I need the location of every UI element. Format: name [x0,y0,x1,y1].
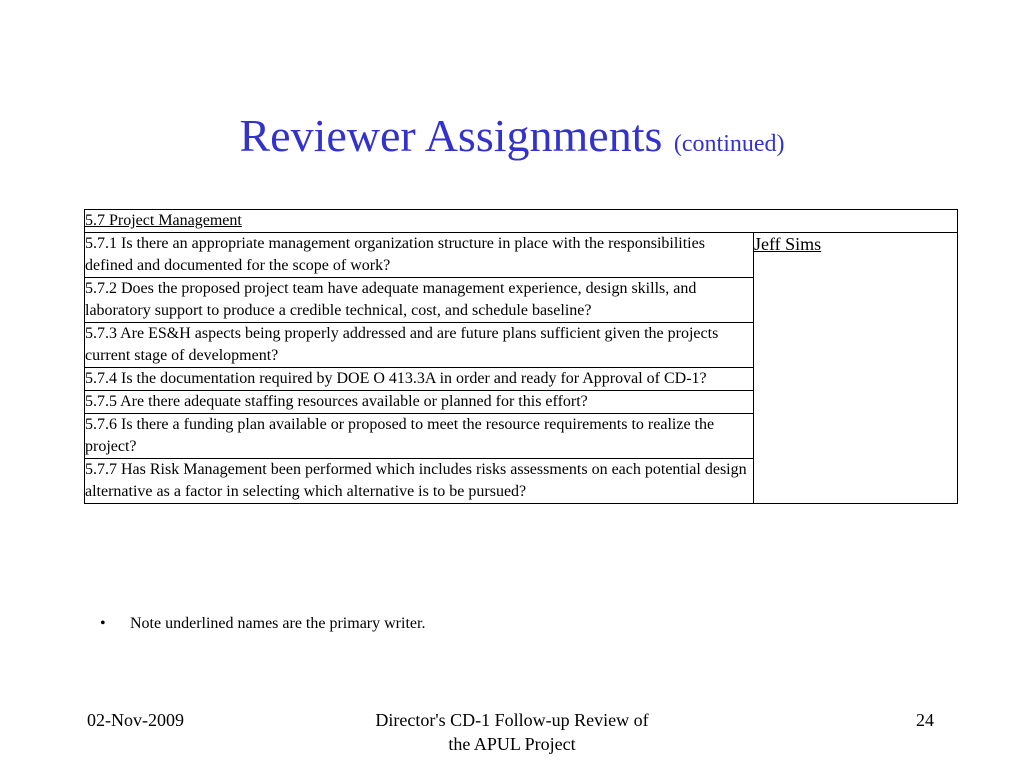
slide-title-main: Reviewer Assignments [239,110,663,161]
section-row [85,210,958,233]
page-number: 24 [916,710,934,730]
footer-title-line2: the APUL Project [448,734,576,754]
reviewer-cell [754,233,958,504]
question-row [85,233,958,278]
question-cell: 5.7.1 Is there an appropriate management organization structure in place with the responsibilities defined and documented for the scope of work? [85,233,754,278]
question-cell: 5.7.4 Is the documentation required by DOE O 413.3A in order and ready for Approval of CD-1? [85,368,754,391]
footnote [100,614,425,634]
slide-title [0,108,1024,172]
bullet-icon: • [100,615,106,632]
slide-title-sub: (continued) [673,131,785,157]
reviewer-table [84,209,958,504]
question-cell: 5.7.6 Is there a funding plan available or proposed to meet the resource requirements to realize the project? [85,414,754,459]
footnote-text: Note underlined names are the primary writer. [130,615,426,632]
section-header-cell [85,210,958,233]
question-cell: 5.7.5 Are there adequate staffing resources available or planned for this effort? [85,391,754,414]
question-cell: 5.7.3 Are ES&H aspects being properly addressed and are future plans sufficient given the projects current stage of development? [85,323,754,368]
section-heading: 5.7 Project Management [85,212,242,229]
reviewer-name: Jeff Sims [754,234,822,254]
footer-title [312,708,712,756]
question-cell: 5.7.2 Does the proposed project team have adequate management experience, design skills, and laboratory support to produce a credible technical, cost, and schedule baseline? [85,278,754,323]
footer-title-line1: Director's CD-1 Follow-up Review of [375,710,649,730]
question-cell: 5.7.7 Has Risk Management been performed which includes risks assessments on each potential design alternative as a factor in selecting which alternative is to be pursued? [85,459,754,504]
footer-date: 02-Nov-2009 [87,710,184,730]
